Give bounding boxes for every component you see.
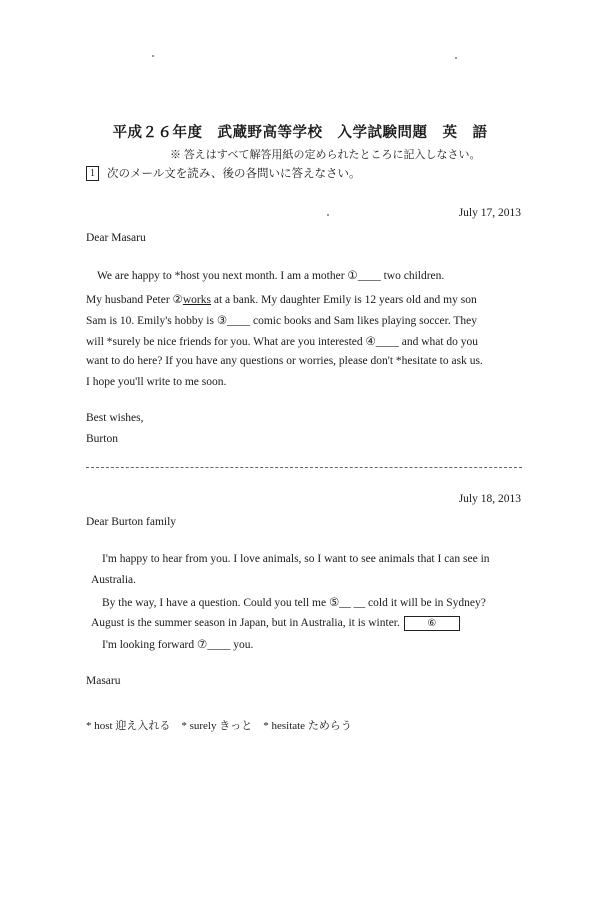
email1-line: will *surely be nice friends for you. What are you interested ④____ and what do you: [86, 336, 479, 348]
email1-line: [86, 292, 477, 306]
email2-line: Australia.: [91, 574, 137, 586]
email2-line: I'm happy to hear from you. I love animals, so I want to see animals that I can see in: [102, 553, 490, 565]
question-number: 1: [86, 166, 99, 181]
email1-closing: Best wishes,: [86, 412, 144, 424]
email1-line: I hope you'll write to me soon.: [86, 376, 227, 388]
scan-speck: [455, 57, 457, 59]
email2-line-part: August is the summer season in Japan, but in Australia, it is winter.: [91, 617, 400, 630]
scan-speck: [327, 214, 329, 216]
email1-line-part: at a bank. My daughter Emily is 12 years old and my son: [211, 294, 477, 306]
underlined-word: works: [182, 294, 211, 306]
email2-signature: Masaru: [86, 675, 121, 687]
email2-date: July 18, 2013: [458, 493, 521, 505]
email2-line: I'm looking forward ⑦____ you.: [102, 639, 254, 651]
page-title: 平成２６年度 武蔵野高等学校 入学試験問題 英 語: [112, 125, 488, 141]
email1-line: want to do here? If you have any questions or worries, please don't *hesitate to ask us.: [86, 355, 483, 367]
email1-line: We are happy to *host you next month. I am a mother ①____ two children.: [97, 270, 445, 282]
divider-line: [86, 467, 522, 468]
email1-date: July 17, 2013: [458, 207, 521, 219]
instruction-note: ※ 答えはすべて解答用紙の定められたところに記入しなさい。: [170, 149, 481, 161]
glossary: * host 迎え入れる * surely きっと * hesitate ためらう: [86, 720, 352, 732]
email1-line-part: My husband Peter ②: [86, 294, 183, 306]
email2-line: [91, 616, 460, 631]
question-instruction: 次のメール文を読み、後の各問いに答えなさい。: [107, 168, 361, 180]
question-header: [86, 165, 360, 181]
email1-greeting: Dear Masaru: [86, 232, 146, 244]
email1-line: Sam is 10. Emily's hobby is ③____ comic books and Sam likes playing soccer. They: [86, 315, 477, 327]
scan-speck: [152, 55, 154, 57]
email1-signature: Burton: [86, 433, 118, 445]
answer-box-6: ⑥: [404, 616, 460, 631]
email2-line: By the way, I have a question. Could you tell me ⑤__ __ cold it will be in Sydney?: [102, 597, 486, 609]
email2-greeting: Dear Burton family: [86, 516, 177, 528]
